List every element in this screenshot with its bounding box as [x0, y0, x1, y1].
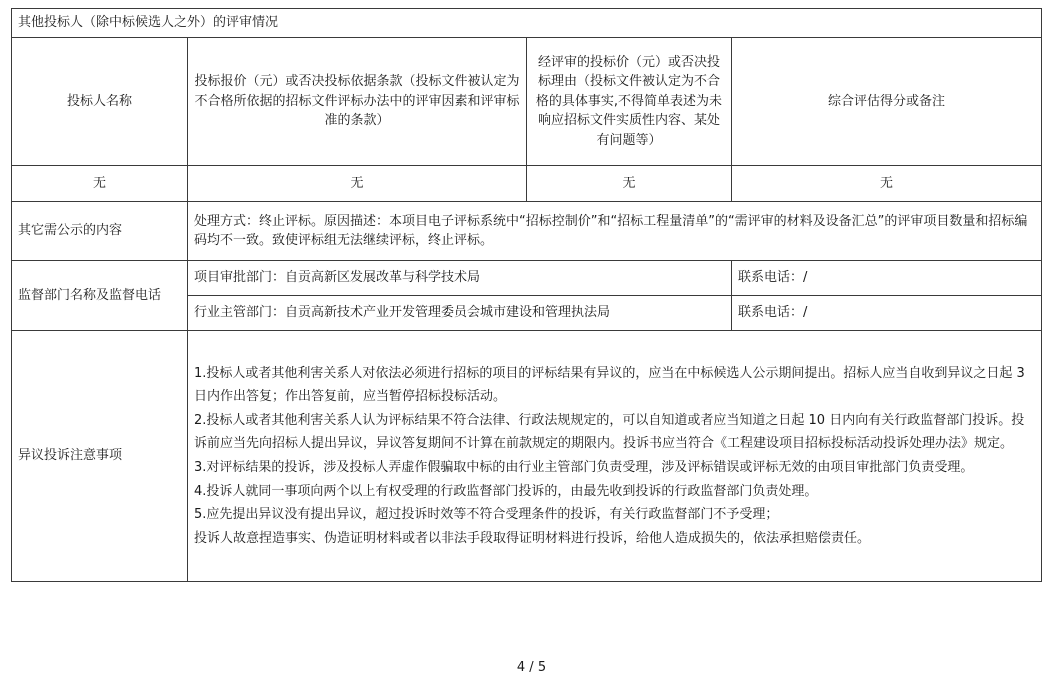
objection-item: 5.应先提出异议没有提出异议，超过投诉时效等不符合受理条件的投诉，有关行政监督部门不予受理； [194, 507, 779, 523]
supervision-dept: 行业主管部门：自贡高新技术产业开发管理委员会城市建设和管理执法局 [188, 296, 732, 331]
objection-item: 2.投标人或者其他利害关系人认为评标结果不符合法律、行政法规规定的，可以自知道或者应当知道之日起 10 日内向有关行政监督部门投诉。投诉前应当先向招标人提出异议，异议答复期间不计算在前款规定的期限内。投诉书应当符合《工程建设项目招标投标活动投诉处理办法》规定。 [194, 412, 1025, 452]
cell-reviewed-price: 无 [527, 166, 732, 202]
other-info-row [12, 202, 1042, 261]
header-row [12, 38, 1042, 166]
objection-row [12, 331, 1042, 582]
objection-item: 1.投标人或者其他利害关系人对依法必须进行招标的项目的评标结果有异议的，应当在中标候选人公示期间提出。招标人应当自收到异议之日起 3 日内作出答复；作出答复前，应当暂停招标投标活动。 [194, 365, 1025, 405]
supervision-phone: 联系电话：/ [732, 296, 1042, 331]
cell-score-remark: 无 [732, 166, 1042, 202]
header-reviewed-price: 经评审的投标价（元）或否决投标理由（投标文件被认定为不合格的具体事实,不得简单表述为未响应招标文件实质性内容、某处有问题等） [527, 38, 732, 166]
section-title-row [12, 9, 1042, 38]
table-row [12, 166, 1042, 202]
supervision-label: 监督部门名称及监督电话 [12, 261, 188, 331]
objection-notes [188, 331, 1042, 582]
objection-item: 投诉人故意捏造事实、伪造证明材料或者以非法手段取得证明材料进行投诉，给他人造成损失的，依法承担赔偿责任。 [194, 530, 871, 546]
other-info-text: 处理方式：终止评标。原因描述：本项目电子评标系统中“招标控制价”和“招标工程量清单”的“需评审的材料及设备汇总”的评审项目数量和招标编码均不一致。致使评标组无法继续评标，终止评标。 [188, 202, 1042, 261]
objection-item: 3.对评标结果的投诉，涉及投标人弄虚作假骗取中标的由行业主管部门负责受理，涉及评标错误或评标无效的由项目审批部门负责受理。 [194, 460, 974, 475]
supervision-dept: 项目审批部门：自贡高新区发展改革与科学技术局 [188, 261, 732, 296]
header-bidder-name: 投标人名称 [12, 38, 188, 166]
other-info-label: 其它需公示的内容 [12, 202, 188, 261]
evaluation-table [11, 8, 1042, 582]
header-bid-price-basis: 投标报价（元）或否决投标依据条款（投标文件被认定为不合格所依据的招标文件评标办法中的评审因素和评审标准的条款） [188, 38, 527, 166]
header-score-remark: 综合评估得分或备注 [732, 38, 1042, 166]
section-title: 其他投标人（除中标候选人之外）的评审情况 [12, 9, 1042, 38]
cell-bidder-name: 无 [12, 166, 188, 202]
objection-label: 异议投诉注意事项 [12, 331, 188, 582]
page-number: 4 / 5 [516, 660, 547, 675]
supervision-phone: 联系电话：/ [732, 261, 1042, 296]
supervision-row [12, 261, 1042, 296]
cell-bid-price: 无 [188, 166, 527, 202]
objection-item: 4.投诉人就同一事项向两个以上有权受理的行政监督部门投诉的，由最先收到投诉的行政监督部门负责处理。 [194, 483, 818, 499]
